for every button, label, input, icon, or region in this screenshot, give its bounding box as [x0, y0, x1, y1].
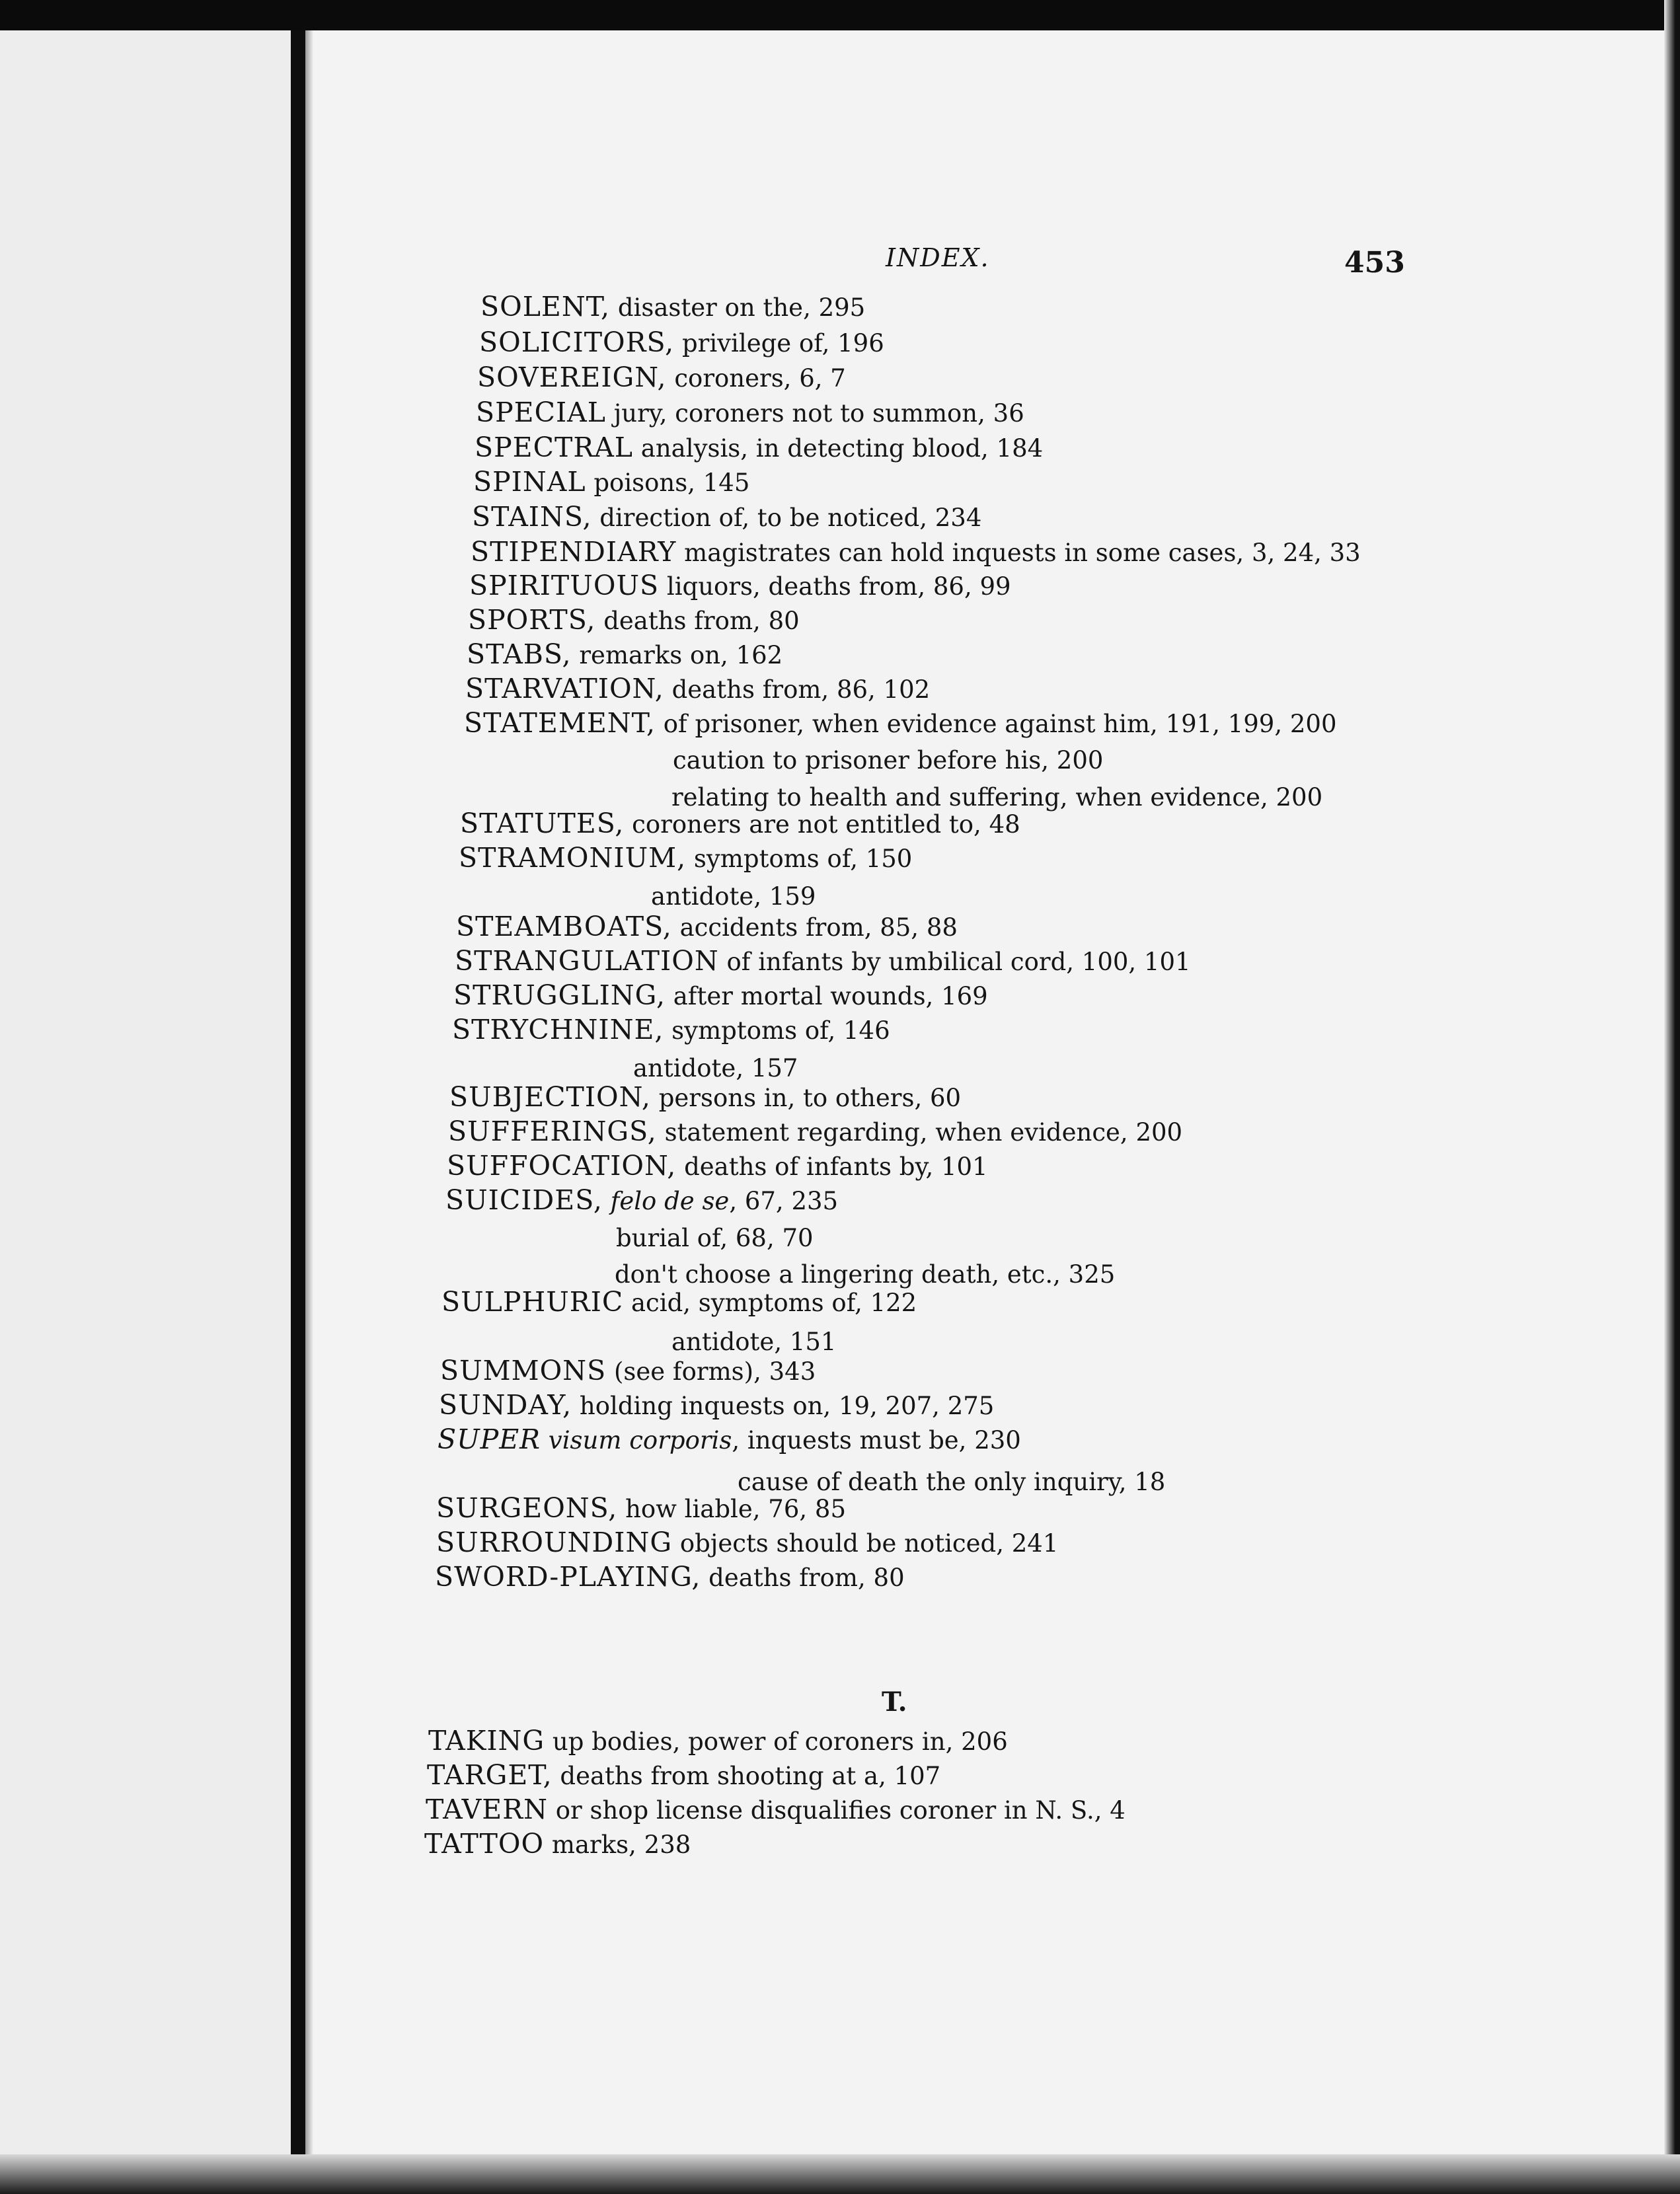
index-subentry: antidote, 151 — [671, 1328, 837, 1356]
index-entry: SUICIDES, felo de se, 67, 235 — [445, 1184, 839, 1216]
index-entry: SPORTS, deaths from, 80 — [468, 604, 800, 636]
index-entry: SULPHURIC acid, symptoms of, 122 — [441, 1286, 917, 1318]
index-entry: TAKING up bodies, power of coroners in, 206 — [428, 1725, 1008, 1757]
index-entry: SOLICITORS, privilege of, 196 — [479, 326, 884, 358]
index-entry: STRUGGLING, after mortal wounds, 169 — [453, 979, 988, 1011]
index-entry: STATEMENT, of prisoner, when evidence against him, 191, 199, 200 — [464, 707, 1337, 739]
bottom-border — [0, 2154, 1680, 2194]
index-entry: STATUTES, coroners are not entitled to, 48 — [460, 808, 1020, 839]
index-subentry: relating to health and suffering, when evidence, 200 — [671, 783, 1323, 812]
index-entry: SPINAL poisons, 145 — [473, 466, 750, 498]
page-number: 453 — [1344, 246, 1405, 280]
index-subentry: caution to prisoner before his, 200 — [673, 746, 1104, 775]
index-entry: STEAMBOATS, accidents from, 85, 88 — [456, 911, 958, 942]
index-entry: SURGEONS, how liable, 76, 85 — [436, 1492, 846, 1524]
index-entry: TAVERN or shop license disqualifies coroner in N. S., 4 — [426, 1794, 1126, 1825]
index-subentry: cause of death the only inquiry, 18 — [738, 1468, 1166, 1496]
index-subentry: burial of, 68, 70 — [616, 1224, 814, 1252]
index-entry: SOVEREIGN, coroners, 6, 7 — [477, 361, 846, 393]
index-entry: SUMMONS (see forms), 343 — [440, 1355, 816, 1386]
index-entry: STIPENDIARY magistrates can hold inquests in some cases, 3, 24, 33 — [471, 536, 1361, 568]
running-head: INDEX. — [886, 243, 990, 272]
index-entry: SURROUNDING objects should be noticed, 241 — [436, 1527, 1059, 1558]
index-entry: SWORD-PLAYING, deaths from, 80 — [435, 1561, 905, 1593]
index-entry: SUPER visum corporis, inquests must be, 230 — [438, 1423, 1021, 1455]
index-entry: TARGET, deaths from shooting at a, 107 — [427, 1759, 941, 1791]
index-entry: STRYCHNINE, symptoms of, 146 — [452, 1014, 890, 1045]
index-entry: SOLENT, disaster on the, 295 — [480, 291, 866, 322]
index-entry: STRAMONIUM, symptoms of, 150 — [459, 842, 913, 874]
index-entry: SPECIAL jury, coroners not to summon, 36 — [476, 397, 1024, 428]
index-entry: SUFFERINGS, statement regarding, when evidence, 200 — [448, 1116, 1183, 1147]
index-entry: STARVATION, deaths from, 86, 102 — [465, 673, 931, 704]
index-entry: SPECTRAL analysis, in detecting blood, 184 — [475, 432, 1044, 463]
index-entry: STABS, remarks on, 162 — [467, 638, 783, 670]
index-entry: SUFFOCATION, deaths of infants by, 101 — [447, 1150, 988, 1182]
index-entry: TATTOO marks, 238 — [424, 1828, 691, 1860]
index-subentry: antidote, 159 — [651, 882, 816, 911]
index-entry: STRANGULATION of infants by umbilical cord, 100, 101 — [455, 945, 1191, 977]
index-entry: SUBJECTION, persons in, to others, 60 — [449, 1081, 962, 1113]
page-right-edge — [1664, 0, 1680, 2194]
index-subentry: don't choose a lingering death, etc., 325 — [615, 1260, 1116, 1289]
index-subentry: antidote, 157 — [633, 1054, 798, 1082]
index-entry: STAINS, direction of, to be noticed, 234 — [472, 501, 982, 533]
index-entry: SPIRITUOUS liquors, deaths from, 86, 99 — [469, 570, 1011, 601]
section-letter-t: T. — [882, 1686, 907, 1718]
index-entry: SUNDAY, holding inquests on, 19, 207, 275 — [439, 1389, 995, 1421]
